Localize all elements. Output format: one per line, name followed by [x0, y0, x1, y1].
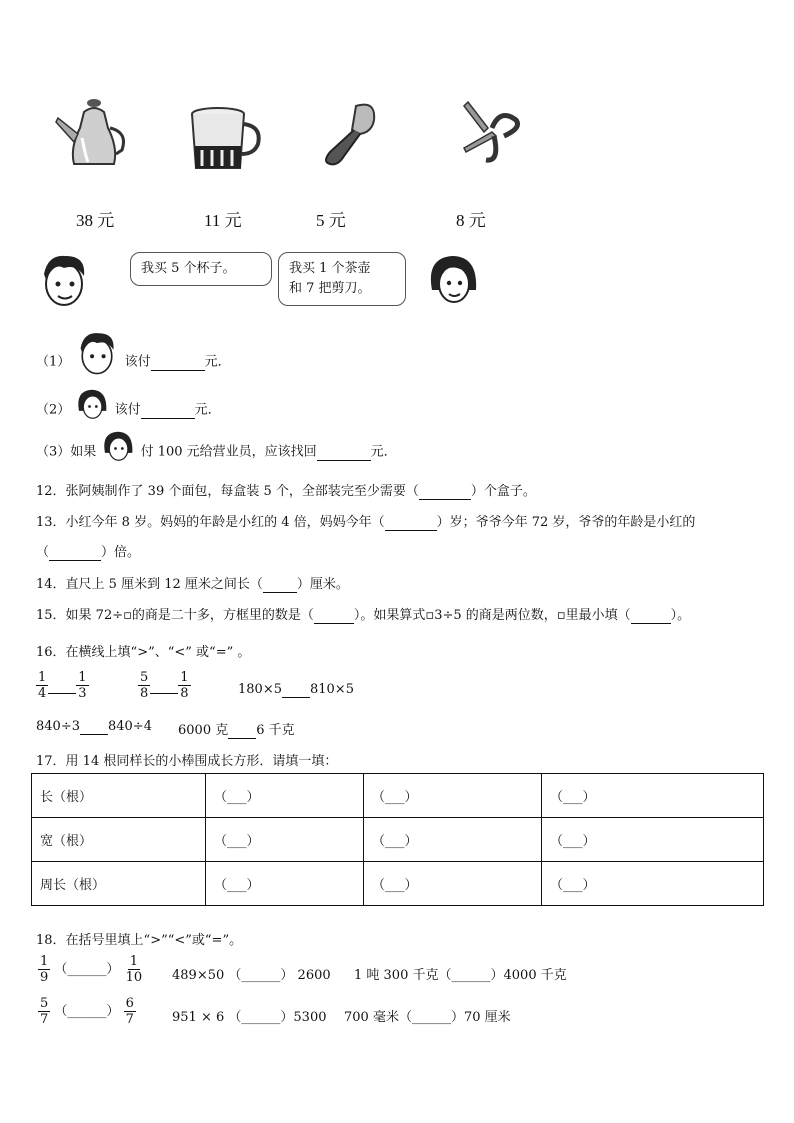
scissors-icon: [456, 98, 526, 168]
answer-blank[interactable]: [419, 484, 471, 500]
answer-blank[interactable]: [228, 723, 256, 739]
answer-cell[interactable]: （___）: [542, 818, 764, 862]
table-row: [32, 774, 764, 818]
row-header: 宽（根）: [32, 818, 206, 862]
q14: 14．直尺上 5 厘米到 12 厘米之间长（ ）厘米。: [36, 577, 349, 592]
q17-table: [31, 773, 764, 906]
q18-compare-6: 700 毫米（______）70 厘米: [344, 1010, 511, 1025]
row-header: 长（根）: [32, 774, 206, 818]
q17-title: 17．用 14 根同样长的小棒围成长方形．请填一填：: [36, 754, 338, 769]
answer-blank[interactable]: [141, 403, 195, 419]
fraction: $\frac{5}{7}$: [40, 996, 49, 1027]
answer-blank[interactable]: [317, 445, 371, 461]
girl-face-icon: [74, 386, 110, 422]
answer-paren[interactable]: （______）: [398, 1010, 464, 1025]
cup-price: 11 元: [204, 211, 242, 230]
q16-fraction-compare-1: [36, 670, 89, 701]
answer-blank[interactable]: [48, 678, 76, 694]
shovel-price: 5 元: [316, 211, 346, 230]
q12: 12．张阿姨制作了 39 个面包，每盒装 5 个，全部装完至少需要（ ）个盒子。: [36, 484, 536, 499]
q18-compare-3: 1 吨 300 千克（______）4000 千克: [354, 968, 567, 983]
fraction: $\frac{5}{8}$: [140, 670, 149, 701]
cup-icon: [188, 106, 264, 172]
answer-blank[interactable]: [631, 608, 671, 624]
fraction: $\frac{1}{8}$: [180, 670, 189, 701]
q16-compare-5: 6000 克 6 千克: [178, 723, 295, 738]
girl-speech-bubble: [278, 252, 406, 306]
answer-paren[interactable]: （______）: [228, 968, 294, 983]
answer-cell[interactable]: （___）: [364, 774, 542, 818]
answer-blank[interactable]: [49, 545, 101, 561]
fraction: $\frac{1}{9}$: [40, 954, 49, 985]
answer-paren[interactable]: （______）: [438, 968, 504, 983]
q18-fraction-compare-1: [38, 954, 144, 985]
q18-compare-5: 951 × 6 （______）5300: [172, 1010, 327, 1025]
answer-blank[interactable]: [151, 355, 205, 371]
fraction: $\frac{1}{3}$: [78, 670, 87, 701]
answer-paren[interactable]: （______）: [54, 962, 120, 977]
fraction: $\frac{1}{4}$: [38, 670, 47, 701]
q11-part1: （1） 该付 元．: [36, 348, 231, 376]
answer-cell[interactable]: （___）: [206, 818, 364, 862]
q18-fraction-compare-4: [38, 996, 136, 1027]
q16-fraction-compare-2: [138, 670, 191, 701]
answer-blank[interactable]: [263, 577, 297, 593]
fraction: $\frac{6}{7}$: [125, 996, 134, 1027]
q13-line1: 13．小红今年 8 岁。妈妈的年龄是小红的 4 倍，妈妈今年（ ）岁；爷爷今年 72 岁，爷爷的年龄是小红的: [36, 515, 696, 530]
fraction: $\frac{1}{10}$: [125, 954, 143, 985]
answer-paren[interactable]: （______）: [54, 1004, 120, 1019]
scissors-price: 8 元: [456, 211, 486, 230]
boy-face-icon: [74, 330, 120, 376]
boy-speech-bubble: [130, 252, 272, 286]
q15: 15．如果 72÷▫的商是二十多，方框里的数是（ ）。如果算式▫3÷5 的商是两位数，▫里最小填（ ）。: [36, 608, 691, 623]
q18-compare-2: 489×50 （______） 2600: [172, 968, 331, 983]
q16-compare-3: 180×5 810×5: [238, 682, 354, 697]
q18-title: 18．在括号里填上“>”“<”或“=”。: [36, 933, 243, 948]
q13-line2: （ ）倍。: [36, 545, 141, 560]
answer-blank[interactable]: [385, 515, 437, 531]
girl-face-icon: [424, 250, 482, 308]
answer-cell[interactable]: （___）: [542, 862, 764, 906]
q11-part2: （2） 该付 元．: [36, 398, 221, 422]
row-header: 周长（根）: [32, 862, 206, 906]
answer-cell[interactable]: （___）: [364, 818, 542, 862]
table-row: [32, 862, 764, 906]
answer-cell[interactable]: （___）: [206, 862, 364, 906]
boy-speech-text: 我买 5 个杯子。: [141, 261, 236, 276]
answer-blank[interactable]: [80, 719, 108, 735]
answer-blank[interactable]: [150, 678, 178, 694]
girl-speech-line2: 和 7 把剪刀。: [289, 281, 371, 296]
table-row: [32, 818, 764, 862]
q16-compare-4: 840÷3 840÷4: [36, 719, 152, 734]
boy-face-icon: [36, 252, 92, 308]
answer-cell[interactable]: （___）: [206, 774, 364, 818]
answer-blank[interactable]: [314, 608, 354, 624]
teapot-price: 38 元: [76, 211, 115, 230]
answer-paren[interactable]: （______）: [228, 1010, 294, 1025]
q11-part3: （3）如果 付 100 元给营业员，应该找回 元．: [36, 440, 397, 464]
answer-cell[interactable]: （___）: [542, 774, 764, 818]
girl-speech-line1: 我买 1 个茶壶: [289, 261, 371, 276]
answer-blank[interactable]: [282, 682, 310, 698]
shovel-icon: [316, 100, 386, 170]
teapot-icon: [52, 98, 132, 173]
answer-cell[interactable]: （___）: [364, 862, 542, 906]
q16-title: 16．在横线上填“>”、“<” 或“=” 。: [36, 645, 251, 660]
girl-face-icon: [100, 428, 136, 464]
